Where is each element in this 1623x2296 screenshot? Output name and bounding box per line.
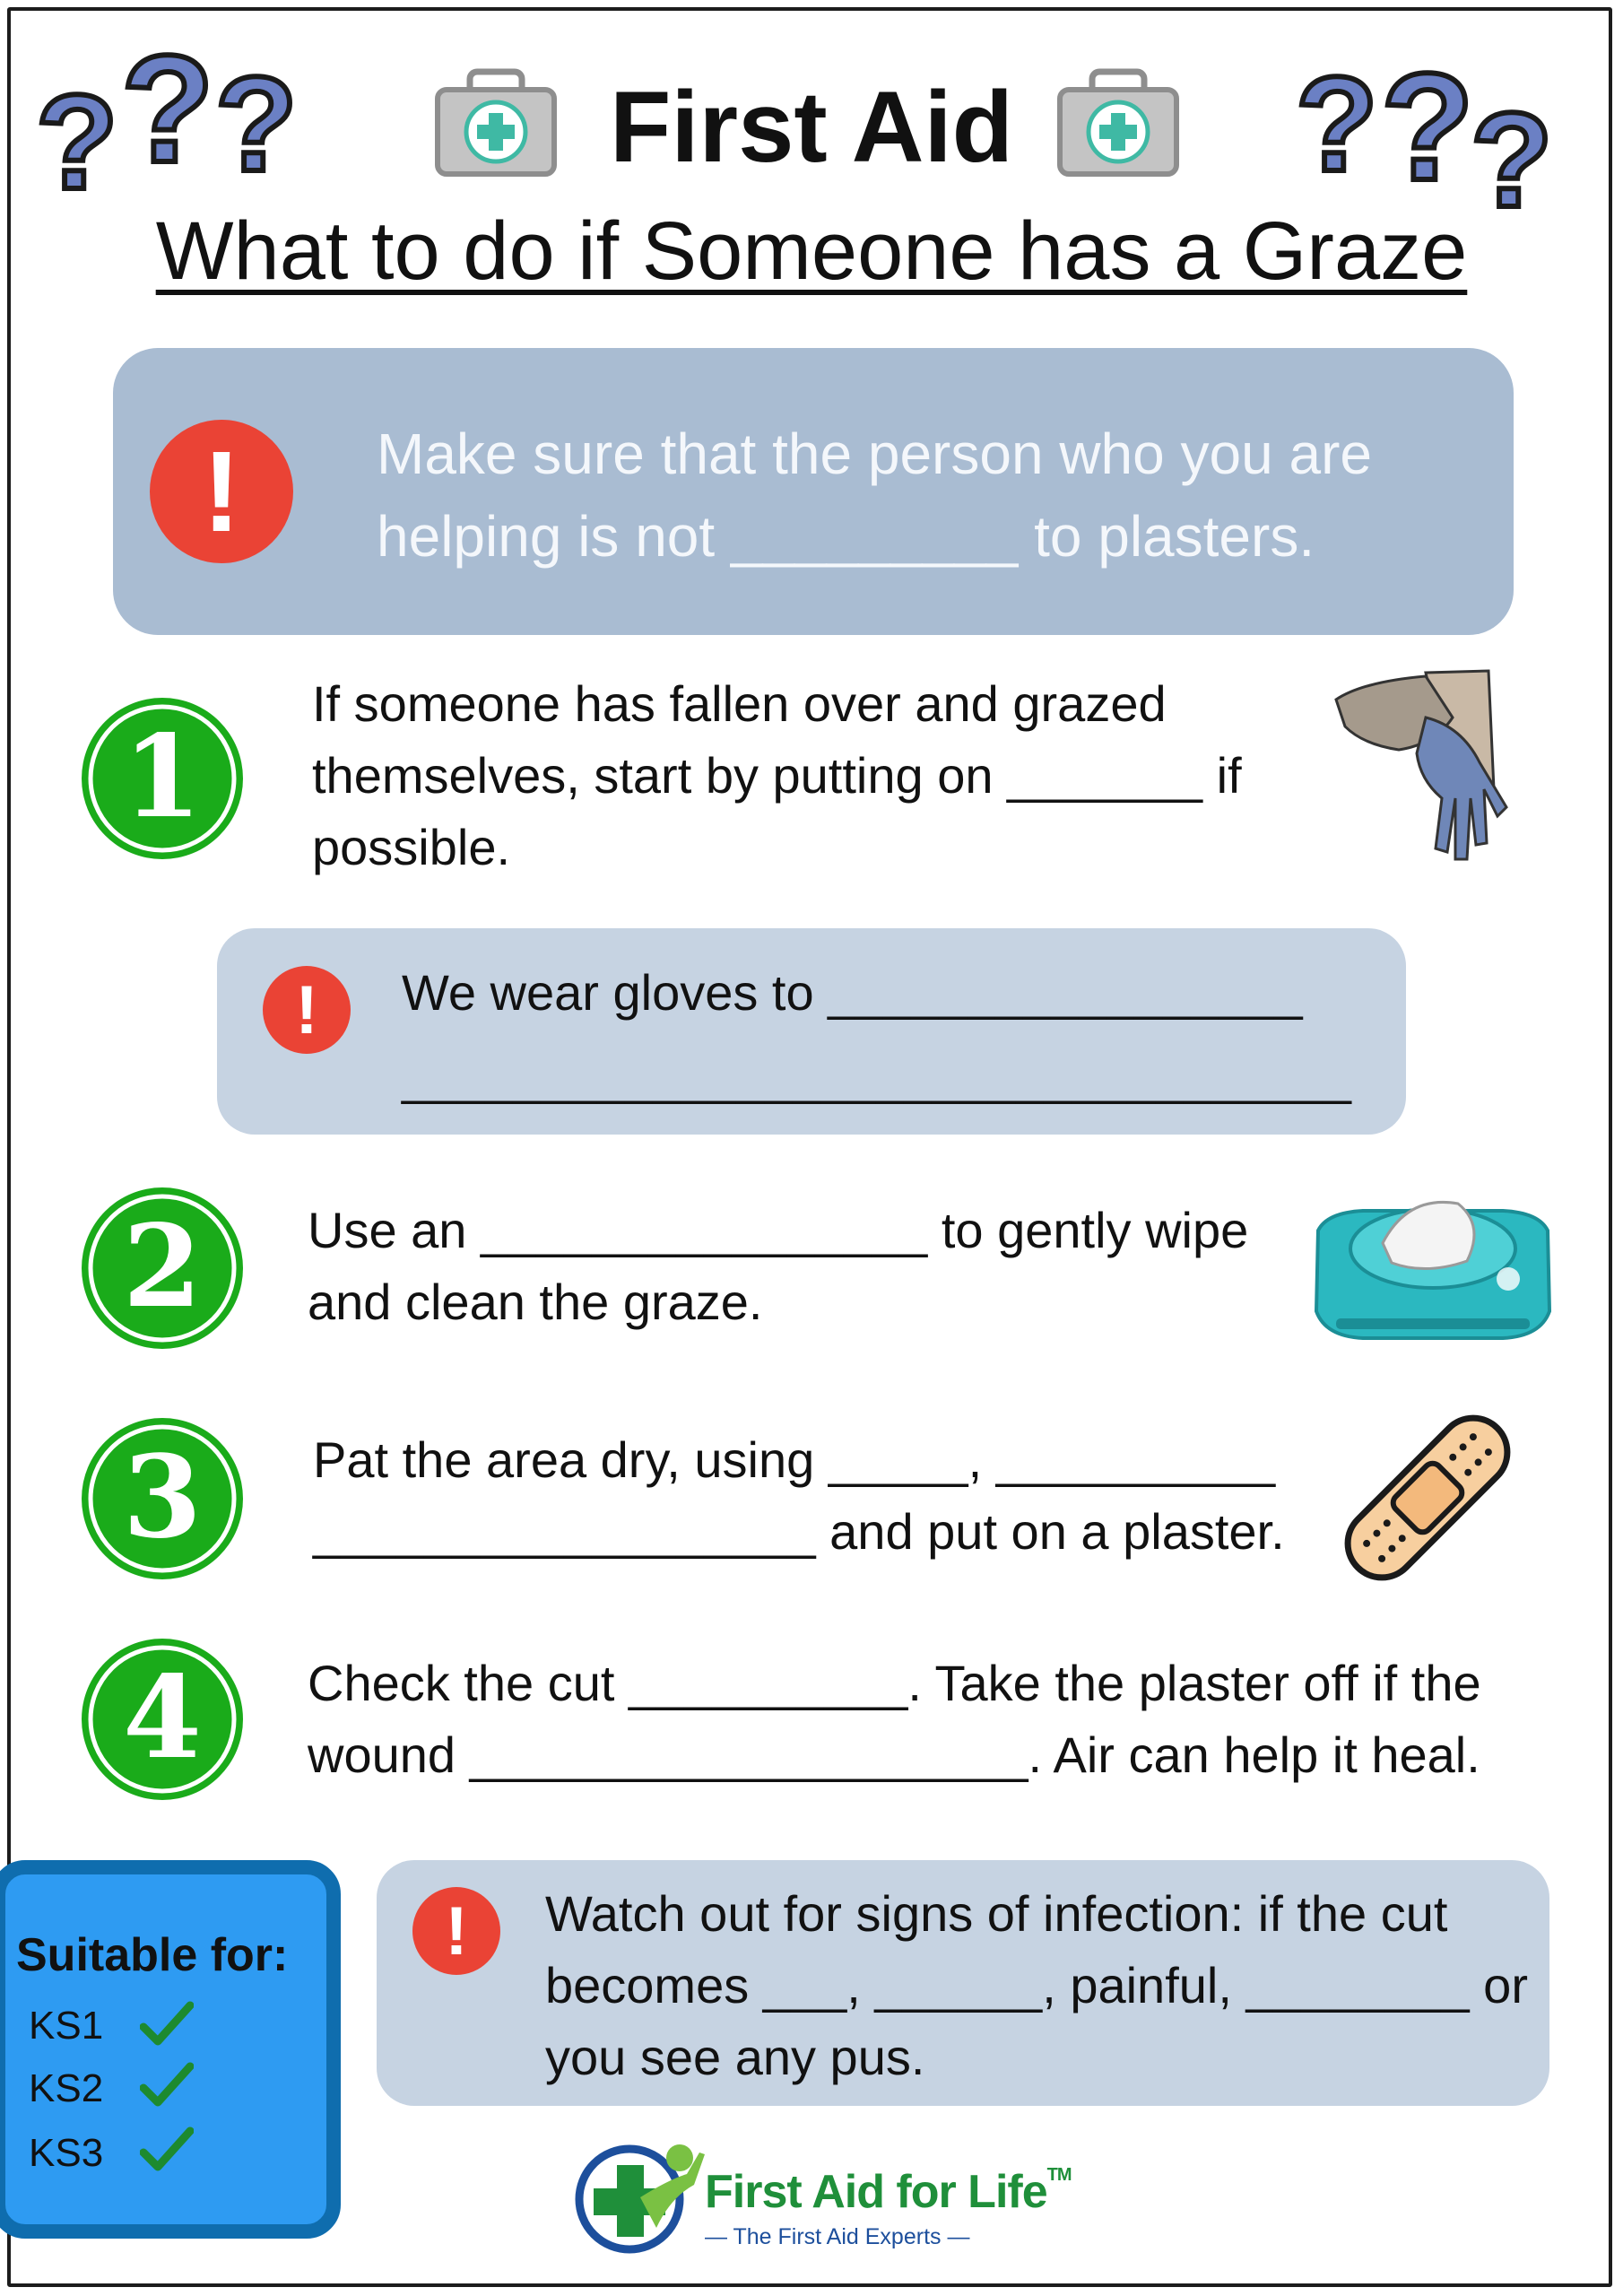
step-3-text: Pat the area dry, using _____, __________ __________________ and put on a plaster.: [313, 1431, 1285, 1560]
checkmark-icon: [140, 2061, 194, 2109]
step-4-text: Check the cut __________. Take the plaster off if the wound ____________________. Air can help it heal.: [308, 1655, 1481, 1783]
allergy-warning-text: Make sure that the person who you are helping is not _________ to plasters.: [377, 422, 1372, 569]
infection-note-text: Watch out for signs of infection: if the cut becomes ___, ______, painful, ________ or you see any pus.: [545, 1885, 1528, 2085]
gloves-note-text: We wear gloves to _________________ __________________________________: [402, 964, 1351, 1105]
step-2-badge: [77, 1183, 247, 1353]
gloved-hand-icon: [1327, 664, 1524, 877]
svg-text:?: ?: [121, 36, 214, 195]
wet-wipes-pack-icon: [1309, 1186, 1557, 1347]
page-title: First Aid: [609, 71, 1014, 183]
exclamation-icon: !: [412, 1887, 500, 1975]
suitable-for-panel: [0, 1860, 341, 2239]
suitable-for-title: Suitable for:: [16, 1929, 289, 1981]
svg-text:3: 3: [123, 1431, 202, 1563]
checkmark-icon: [140, 2126, 194, 2174]
exclamation-icon: !: [150, 420, 293, 563]
level-ks2: KS2: [29, 2066, 104, 2110]
step-1-text: If someone has fallen over and grazed themselves, start by putting on _______ if possible.: [312, 675, 1242, 875]
svg-text:?: ?: [215, 48, 298, 199]
step-1-badge: [77, 693, 247, 864]
svg-text:?: ?: [1296, 48, 1378, 199]
step-4-badge: [77, 1634, 247, 1805]
logo-tagline: — The First Aid Experts —: [705, 2224, 970, 2249]
page-subtitle: What to do if Someone has a Graze: [155, 205, 1468, 297]
svg-text:2: 2: [123, 1200, 202, 1333]
svg-text:4: 4: [123, 1651, 202, 1784]
first-aid-for-life-logo-icon: [570, 2135, 714, 2257]
level-ks3: KS3: [29, 2131, 104, 2175]
exclamation-icon: !: [263, 966, 351, 1054]
logo-text: First Aid for Life™: [705, 2165, 1072, 2218]
svg-text:?: ?: [36, 66, 118, 215]
svg-text:?: ?: [1381, 42, 1474, 213]
step-2-text: Use an ________________ to gently wipe and clean the graze.: [308, 1202, 1249, 1330]
svg-text:1: 1: [123, 710, 202, 843]
checkmark-icon: [140, 2000, 194, 2048]
plaster-icon: [1329, 1399, 1526, 1596]
step-3-badge: [77, 1413, 247, 1584]
svg-text:?: ?: [1471, 84, 1553, 224]
level-ks1: KS1: [29, 2004, 104, 2048]
